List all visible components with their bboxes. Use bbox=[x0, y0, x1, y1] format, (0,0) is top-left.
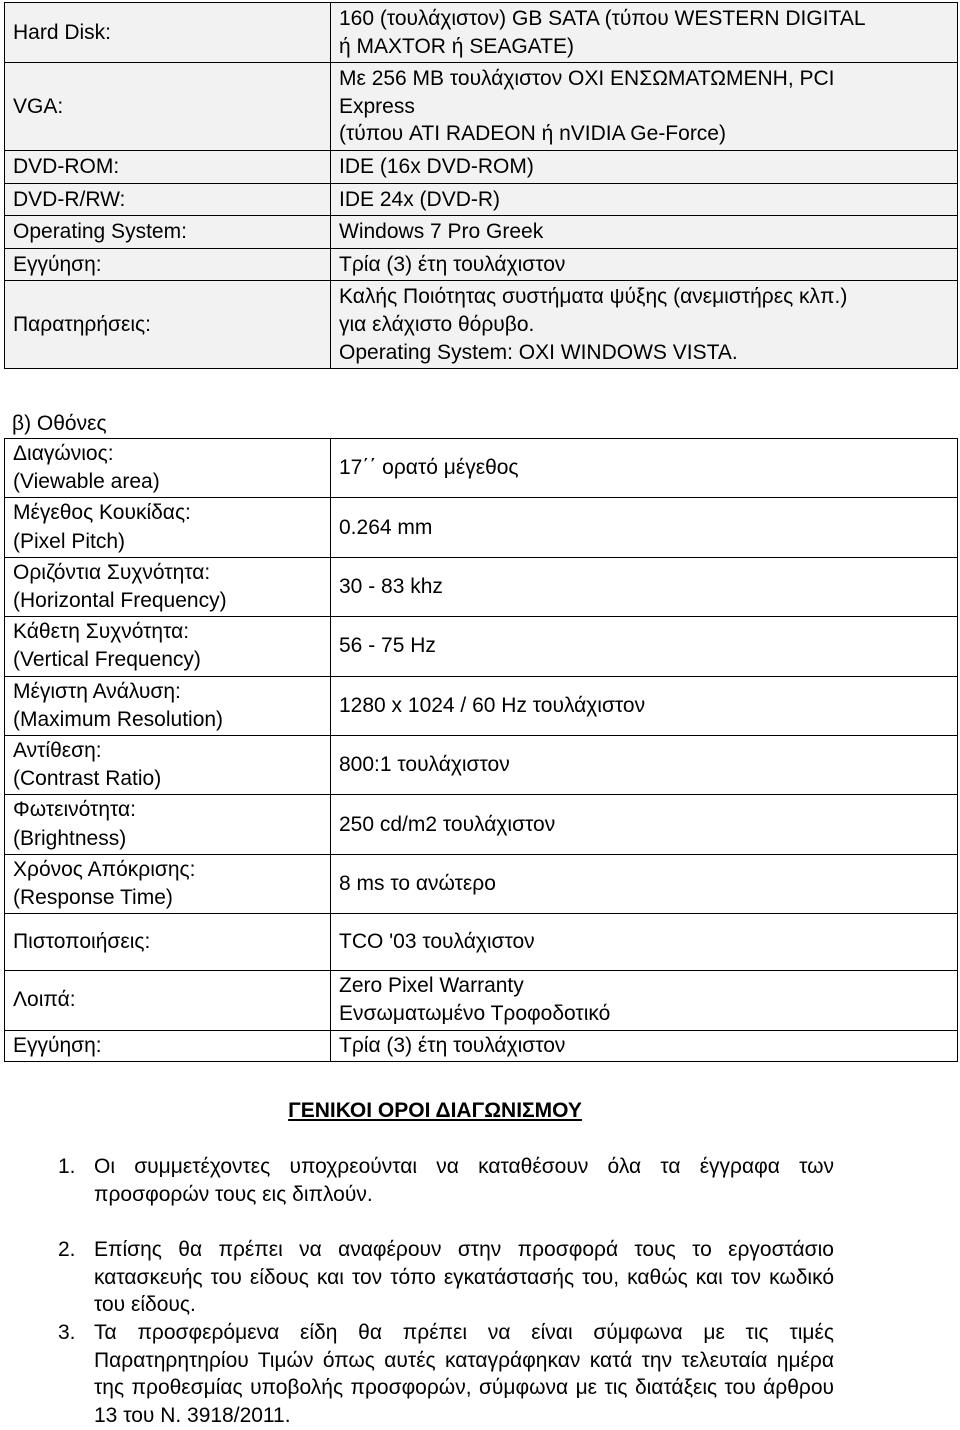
term-number: 2. bbox=[58, 1238, 76, 1261]
spec-value-line: 1280 x 1024 / 60 Hz τουλάχιστον bbox=[339, 693, 646, 717]
spec-value-line: 30 - 83 khz bbox=[339, 574, 443, 598]
spec-label-line: Κάθετη Συχνότητα: bbox=[13, 620, 190, 644]
screen-spec-row bbox=[5, 617, 958, 676]
spec-value bbox=[331, 248, 958, 281]
spec-value-line: 56 - 75 Hz bbox=[339, 634, 436, 658]
spec-value-line: 17΄΄ ορατό μέγεθος bbox=[339, 456, 519, 480]
spec-label-line: Λοιπά: bbox=[13, 988, 76, 1012]
spec-label bbox=[5, 795, 331, 854]
term-text: Επίσης θα πρέπει να αναφέρουν στην προσφορά τους το εργοστάσιο κατασκευής του είδους και τον τόπο εγκατάστασής του, καθώς και τον κωδικό του είδους. bbox=[94, 1238, 834, 1317]
spec-label: VGA: bbox=[5, 63, 331, 151]
spec-value-line: 800:1 τουλάχιστον bbox=[339, 753, 510, 777]
spec-value bbox=[331, 676, 958, 735]
hardware-row bbox=[5, 63, 958, 151]
spec-value bbox=[331, 971, 958, 1030]
spec-value bbox=[331, 183, 958, 216]
term-number: 3. bbox=[58, 1321, 76, 1344]
screen-spec-row bbox=[5, 439, 958, 498]
spec-label-line: (Viewable area) bbox=[13, 470, 160, 494]
spec-label-line: Μέγεθος Κουκίδας: bbox=[13, 501, 191, 525]
spec-value bbox=[331, 617, 958, 676]
spec-value-line: (τύπου ATI RADEON ή nVIDIA Ge-Force) bbox=[339, 122, 726, 146]
spec-label: DVD-ROM: bbox=[5, 150, 331, 183]
spec-value-line: 0.264 mm bbox=[339, 515, 433, 539]
spec-value bbox=[331, 439, 958, 498]
spec-label bbox=[5, 914, 331, 971]
spec-label-line: Εγγύηση: bbox=[13, 1033, 102, 1057]
spec-value-line: για ελάχιστο θόρυβο. bbox=[339, 312, 535, 336]
spec-value bbox=[331, 795, 958, 854]
hardware-row bbox=[5, 248, 958, 281]
spec-value-line: 8 ms το ανώτερο bbox=[339, 871, 496, 895]
hardware-row bbox=[5, 216, 958, 249]
spec-value bbox=[331, 498, 958, 557]
spec-value bbox=[331, 3, 958, 63]
spec-value bbox=[331, 914, 958, 971]
spec-label-line: (Maximum Resolution) bbox=[13, 707, 224, 731]
spec-label bbox=[5, 439, 331, 498]
spec-value-line: IDE (16x DVD-ROM) bbox=[339, 154, 534, 178]
spec-value bbox=[331, 281, 958, 369]
spec-label bbox=[5, 557, 331, 616]
spec-label: Operating System: bbox=[5, 216, 331, 249]
spec-label-line: (Pixel Pitch) bbox=[13, 529, 126, 553]
spec-label-line: (Contrast Ratio) bbox=[13, 767, 162, 791]
spec-value-line: TCO '03 τουλάχιστον bbox=[339, 930, 535, 954]
spec-value bbox=[331, 1030, 958, 1061]
spec-value-line: IDE 24x (DVD-R) bbox=[339, 187, 501, 211]
spec-label-line: (Brightness) bbox=[13, 826, 127, 850]
spec-label bbox=[5, 498, 331, 557]
spec-value-line: 250 cd/m2 τουλάχιστον bbox=[339, 812, 556, 836]
term-number: 1. bbox=[58, 1155, 76, 1178]
spec-value bbox=[331, 854, 958, 913]
screen-spec-row bbox=[5, 854, 958, 913]
screen-spec-row bbox=[5, 498, 958, 557]
spec-label bbox=[5, 971, 331, 1030]
spec-value-line: Operating System: ΟΧΙ WINDOWS VISTA. bbox=[339, 340, 738, 364]
hardware-row bbox=[5, 183, 958, 216]
spec-label-line: Οριζόντια Συχνότητα: bbox=[13, 560, 211, 584]
spec-value-line: Με 256 MB τουλάχιστον ΟΧΙ ΕΝΣΩΜΑΤΩΜΕΝΗ, PCI bbox=[339, 67, 835, 91]
spec-label: DVD-R/RW: bbox=[5, 183, 331, 216]
screen-spec-row bbox=[5, 971, 958, 1030]
spec-value-line: Ενσωματωμένο Τροφοδοτικό bbox=[339, 1002, 611, 1026]
spec-value-line: ή MAXTOR ή SEAGATE) bbox=[339, 34, 574, 58]
spec-value-line: Express bbox=[339, 94, 415, 118]
spec-value-line: Windows 7 Pro Greek bbox=[339, 220, 544, 244]
spec-label-line: (Response Time) bbox=[13, 886, 173, 910]
hardware-row bbox=[5, 3, 958, 63]
spec-label bbox=[5, 736, 331, 795]
spec-label bbox=[5, 854, 331, 913]
spec-label-line: Χρόνος Απόκρισης: bbox=[13, 857, 196, 881]
spec-value-line: Καλής Ποιότητας συστήματα ψύξης (ανεμιστήρες κλπ.) bbox=[339, 285, 848, 309]
screen-spec-row bbox=[5, 736, 958, 795]
term-text: Τα προσφερόμενα είδη θα πρέπει να είναι σύμφωνα με τις τιμές Παρατηρητηρίου Τιμών όπως αυτές καταγράφηκαν κατά την τελευταία ημέρα της προθεσμίας υποβολής προσφορών, σύμφωνα με τις διατάξεις του άρθρου 13 του Ν. 3918/2011. bbox=[94, 1321, 834, 1428]
spec-label-line: (Horizontal Frequency) bbox=[13, 589, 227, 613]
general-term-item bbox=[58, 1153, 834, 1208]
spec-label bbox=[5, 676, 331, 735]
spec-value bbox=[331, 216, 958, 249]
hardware-row bbox=[5, 281, 958, 369]
screen-spec-row bbox=[5, 676, 958, 735]
term-text: Οι συμμετέχοντες υποχρεούνται να καταθέσουν όλα τα έγγραφα των προσφορών τους εις διπλούν. bbox=[94, 1155, 834, 1206]
hardware-row bbox=[5, 150, 958, 183]
spec-label-line: Μέγιστη Ανάλυση: bbox=[13, 679, 181, 703]
screen-spec-row bbox=[5, 557, 958, 616]
spec-value bbox=[331, 63, 958, 151]
screens-spec-table bbox=[4, 438, 958, 1062]
spec-label-line: Πιστοποιήσεις: bbox=[13, 930, 151, 954]
general-terms-title: ΓΕΝΙΚΟΙ ΟΡΟΙ ΔΙΑΓΩΝΙΣΜΟΥ bbox=[288, 1099, 582, 1122]
general-term-item bbox=[58, 1236, 834, 1319]
spec-value bbox=[331, 150, 958, 183]
spec-label-line: (Vertical Frequency) bbox=[13, 648, 201, 672]
spec-value-line: Τρία (3) έτη τουλάχιστον bbox=[339, 252, 566, 276]
spec-value bbox=[331, 557, 958, 616]
spec-label bbox=[5, 617, 331, 676]
screen-spec-row bbox=[5, 914, 958, 971]
general-term-item bbox=[58, 1319, 834, 1430]
spec-value-line: Τρία (3) έτη τουλάχιστον bbox=[339, 1033, 566, 1057]
screens-heading: β) Οθόνες bbox=[12, 412, 107, 435]
spec-label: Παρατηρήσεις: bbox=[5, 281, 331, 369]
spec-value bbox=[331, 736, 958, 795]
spec-label-line: Αντίθεση: bbox=[13, 739, 102, 763]
spec-label-line: Φωτεινότητα: bbox=[13, 798, 137, 822]
spec-label-line: Διαγώνιος: bbox=[13, 442, 114, 465]
screen-spec-row bbox=[5, 1030, 958, 1061]
spec-label bbox=[5, 1030, 331, 1061]
spec-label: Εγγύηση: bbox=[5, 248, 331, 281]
screen-spec-row bbox=[5, 795, 958, 854]
spec-value-line: Zero Pixel Warranty bbox=[339, 974, 524, 998]
hardware-spec-table bbox=[4, 2, 958, 369]
spec-value-line: 160 (τουλάχιστον) GB SATA (τύπου WESTERN DIGITAL bbox=[339, 7, 866, 30]
spec-label: Hard Disk: bbox=[5, 3, 331, 63]
